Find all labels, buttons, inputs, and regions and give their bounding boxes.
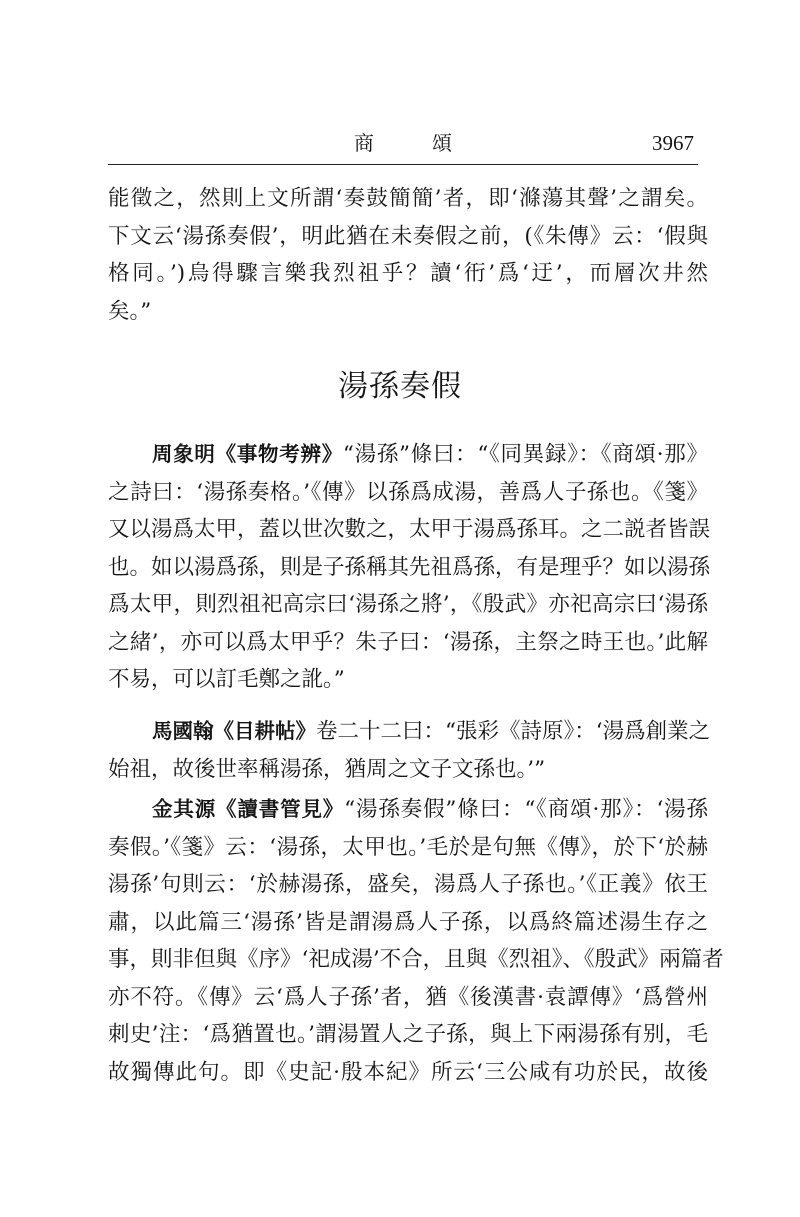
- source-author: 周象明《事物考辨》: [152, 442, 343, 466]
- text-line: 之詩曰：‘湯孫奏格。’《傳》以孫爲成湯，善爲人子孫也。《箋》: [108, 479, 708, 505]
- paragraph-first-line: [108, 791, 708, 829]
- source-author: 馬國翰《目耕帖》: [152, 719, 316, 743]
- text-line: 爲太甲，則烈祖祀高宗曰‘湯孫之將’，《殷武》亦祀高宗曰‘湯孫: [108, 592, 708, 617]
- paragraph-ma: [108, 713, 711, 788]
- text-line: 矣。”: [108, 298, 152, 324]
- paragraph-jin: [108, 791, 724, 1091]
- text-line: 故獨傳此句。即《史記·殷本紀》所云‘三公咸有功於民，故後: [108, 1059, 708, 1085]
- paragraph-zhou: [108, 436, 711, 699]
- text-line: 下文云‘湯孫奏假’，明此猶在未奏假之前，(《朱傳》云：‘假與: [108, 223, 708, 249]
- text-line: 湯孫’句則云：‘於赫湯孫，盛矣，湯爲人子孫也。’《正義》依王: [108, 872, 708, 897]
- text-line: 事，則非但與《序》‘祀成湯’不合，且與《烈祖》、《殷武》兩篇者: [108, 947, 724, 972]
- text-line: 亦不符。《傳》云‘爲人子孫’者，猶《後漢書·袁譚傳》‘爲營州: [108, 984, 708, 1010]
- text-line: 又以湯爲太甲，蓋以世次數之，太甲于湯爲孫耳。之二説者皆誤: [108, 517, 711, 542]
- section-title: 湯孫奏假: [338, 369, 462, 404]
- text-line: 肅，以此篇三‘湯孫’皆是謂湯爲人子孫，以爲終篇述湯生存之: [108, 909, 708, 935]
- running-header: [108, 128, 698, 162]
- text-line: 不易，可以訂毛鄭之訛。”: [108, 667, 345, 692]
- source-author: 金其源《讀書管見》: [152, 797, 345, 821]
- paragraph-first-line: [108, 713, 711, 751]
- text-run: “湯孫奏假”條曰：“《商頌·那》：‘湯孫: [344, 797, 708, 822]
- text-line: 也。如以湯爲孫，則是子孫稱其先祖爲孫，有是理乎？如以湯孫: [108, 554, 711, 580]
- page-number: 3967: [652, 131, 694, 155]
- paragraph-first-line: [108, 436, 708, 474]
- intro-paragraph: [108, 180, 708, 330]
- text-line: 格同。’)烏得驟言樂我烈祖乎？讀‘衎’爲‘迂’，而層次井然: [108, 261, 708, 286]
- text-line: 刺史’注：‘爲猶置也。’謂湯置人之子孫，與上下兩湯孫有别，毛: [108, 1022, 708, 1047]
- header-rule: [108, 164, 698, 165]
- running-title: 商 頌: [353, 131, 479, 155]
- text-line: 奏假。’《箋》云：‘湯孫，太甲也。’毛於是句無《傳》，於下‘於赫: [108, 834, 708, 860]
- text-line: 能徵之，然則上文所謂‘奏鼓簡簡’者，即‘滌蕩其聲’之謂矣。: [108, 186, 708, 211]
- text-run: 卷二十二曰：“張彩《詩原》：‘湯爲創業之: [316, 719, 711, 744]
- text-run: “湯孫”條曰：“《同異録》：《商頌·那》: [342, 442, 709, 467]
- text-line: 始祖，故後世率稱湯孫，猶周之文子文孫也。’”: [108, 756, 546, 782]
- text-line: 之緒’，亦可以爲太甲乎？朱子曰：‘湯孫，主祭之時王也。’此解: [108, 629, 708, 655]
